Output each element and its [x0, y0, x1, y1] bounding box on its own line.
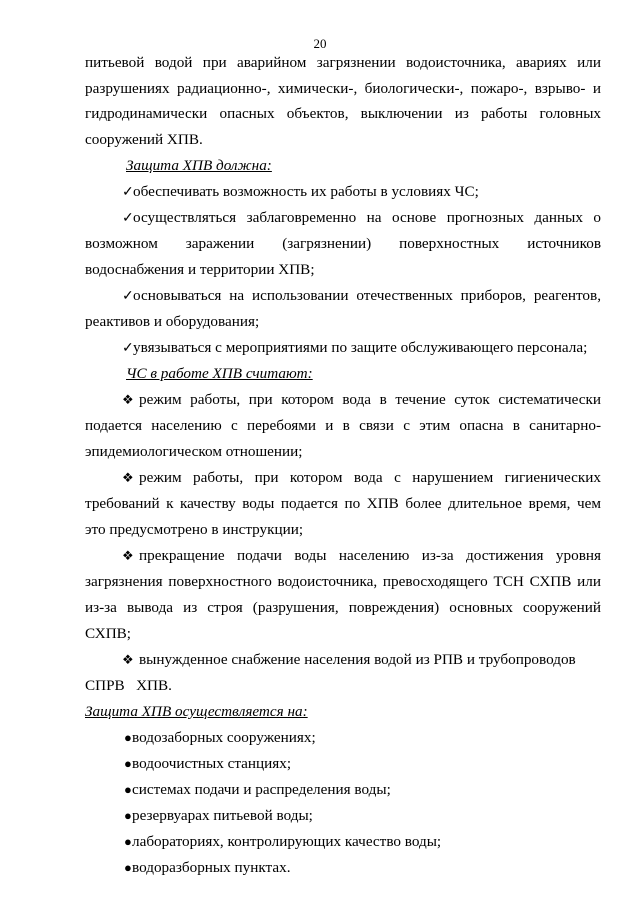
list-item: ●водозаборных сооружениях; [124, 729, 316, 746]
text-line: реактивов и оборудования; [85, 313, 260, 330]
bullet-icon: ● [124, 808, 132, 823]
check-icon: ✓ [122, 185, 134, 200]
list-item: ●системах подачи и распределения воды; [124, 781, 391, 798]
text-line: СПРВ ХПВ. [85, 677, 172, 694]
diamond-bullet-icon: ❖ [122, 548, 134, 563]
page-number: 20 [313, 36, 327, 51]
list-item: ❖ вынужденное снабжение населения водой из РПВ и трубопроводов [122, 651, 576, 668]
list-item: ●водоочистных станциях; [124, 755, 292, 772]
text-line: СХПВ; [85, 625, 132, 642]
diamond-bullet-icon: ❖ [122, 652, 134, 667]
list-item: ●водоразборных пунктах. [124, 859, 291, 876]
bullet-icon: ● [124, 782, 132, 797]
text-line: требований к качеству воды подается по ХПВ более длительное время, чем [85, 495, 601, 512]
list-item: ✓основываться на использовании отечественных приборов, реагентов, [122, 286, 601, 307]
check-icon: ✓ [122, 211, 134, 226]
list-item: ✓обеспечивать возможность их работы в условиях ЧС; [122, 182, 601, 203]
bullet-icon: ● [124, 834, 132, 849]
list-item: ❖ прекращение подачи воды населению из-за достижения уровня [122, 547, 601, 564]
text-line: эпидемиологическом отношении; [85, 443, 303, 460]
text-line: подается населению с перебоями и в связи с этим опасна в санитарно- [85, 417, 601, 434]
bullet-icon: ● [124, 860, 132, 875]
list-item: ✓осуществляться заблаговременно на основе прогнозных данных о [122, 208, 601, 229]
text-line: гидродинамически опасных объектов, выключении из работы головных [85, 105, 601, 122]
list-item: ❖ режим работы, при котором вода в течение суток систематически [122, 391, 601, 408]
text-line: это предусмотрено в инструкции; [85, 521, 304, 538]
text-line: питьевой водой при аварийном загрязнении водоисточника, авариях или [85, 54, 601, 71]
text-line: разрушениях радиационно-, химически-, биологически-, пожаро-, взрыво- и [85, 80, 601, 97]
list-item: ❖ режим работы, при котором вода с нарушением гигиенических [122, 469, 601, 486]
check-icon: ✓ [122, 341, 134, 356]
text-line: возможном заражении (загрязнении) поверхностных источников [85, 235, 601, 252]
list-item: ✓увязываться с мероприятиями по защите обслуживающего персонала; [122, 338, 601, 359]
text-line: из-за вывода из строя (разрушения, повреждения) основных сооружений [85, 599, 601, 616]
check-icon: ✓ [122, 289, 134, 304]
text-line: сооружений ХПВ. [85, 131, 203, 148]
text-line: загрязнения поверхностного водоисточника, превосходящего ТСН СХПВ или [85, 573, 601, 590]
diamond-bullet-icon: ❖ [122, 392, 134, 407]
section-heading: Защита ХПВ осуществляется на: [85, 703, 308, 720]
section-heading: ЧС в работе ХПВ считают: [126, 365, 313, 382]
list-item: ●резервуарах питьевой воды; [124, 807, 313, 824]
bullet-icon: ● [124, 730, 132, 745]
diamond-bullet-icon: ❖ [122, 470, 134, 485]
bullet-icon: ● [124, 756, 132, 771]
section-heading: Защита ХПВ должна: [126, 157, 272, 174]
text-line: водоснабжения и территории ХПВ; [85, 261, 315, 278]
list-item: ●лабораториях, контролирующих качество воды; [124, 833, 442, 850]
